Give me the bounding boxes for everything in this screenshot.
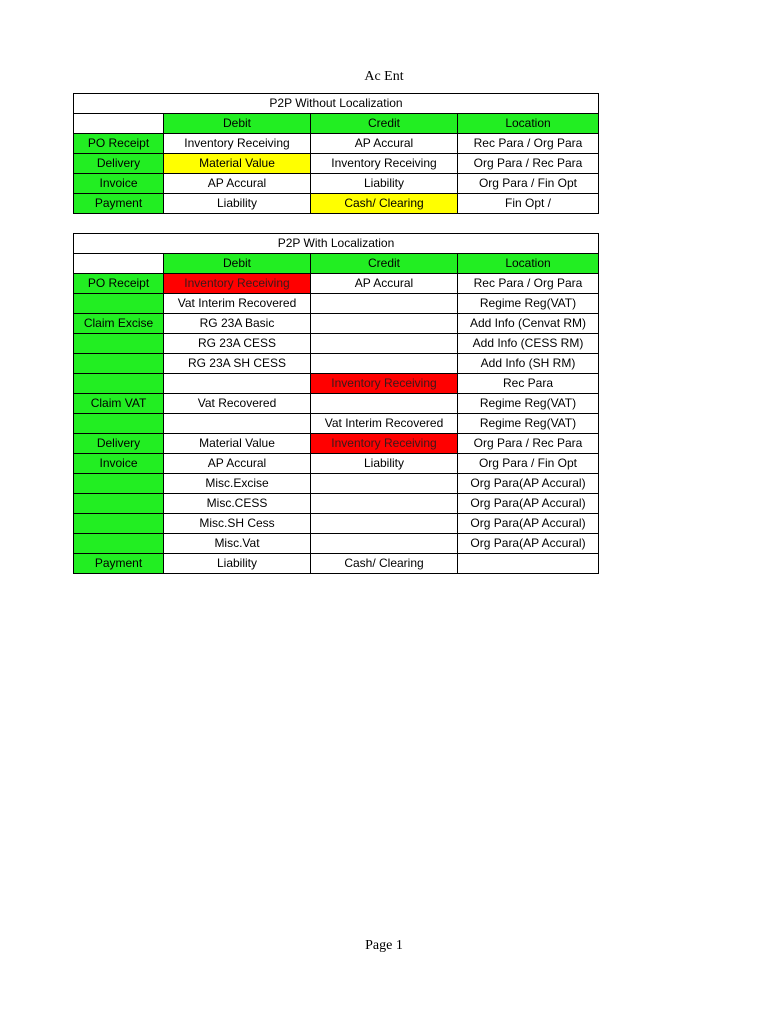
table-row: [74, 414, 599, 434]
debit-cell: Liability: [164, 194, 311, 214]
credit-cell: Cash/ Clearing: [311, 194, 458, 214]
debit-cell: Vat Recovered: [164, 394, 311, 414]
row-label-cell: [74, 354, 164, 374]
location-cell: Regime Reg(VAT): [458, 394, 599, 414]
p2p-without-localization-table: [73, 93, 599, 214]
row-label-cell: [74, 514, 164, 534]
credit-cell: Cash/ Clearing: [311, 554, 458, 574]
credit-cell: [311, 394, 458, 414]
table-row: [74, 534, 599, 554]
credit-cell: [311, 514, 458, 534]
table-title: P2P With Localization: [74, 234, 599, 254]
location-cell: Add Info (SH RM): [458, 354, 599, 374]
row-label-cell: Claim Excise: [74, 314, 164, 334]
table-row: [74, 134, 599, 154]
credit-cell: Inventory Receiving: [311, 434, 458, 454]
table-row: [74, 314, 599, 334]
debit-cell: RG 23A SH CESS: [164, 354, 311, 374]
location-cell: Org Para(AP Accural): [458, 494, 599, 514]
debit-cell: Material Value: [164, 154, 311, 174]
credit-cell: AP Accural: [311, 134, 458, 154]
header-cell-credit: Credit: [311, 254, 458, 274]
credit-cell: [311, 314, 458, 334]
location-cell: Fin Opt /: [458, 194, 599, 214]
table-row: [74, 154, 599, 174]
location-cell: Add Info (CESS RM): [458, 334, 599, 354]
debit-cell: Vat Interim Recovered: [164, 294, 311, 314]
debit-cell: RG 23A CESS: [164, 334, 311, 354]
location-cell: Rec Para: [458, 374, 599, 394]
header-cell-location: Location: [458, 254, 599, 274]
row-label-cell: Invoice: [74, 174, 164, 194]
table-title-row: [74, 234, 599, 254]
debit-cell: [164, 414, 311, 434]
debit-cell: Misc.CESS: [164, 494, 311, 514]
credit-cell: Liability: [311, 454, 458, 474]
debit-cell: Material Value: [164, 434, 311, 454]
debit-cell: Inventory Receiving: [164, 134, 311, 154]
credit-cell: Liability: [311, 174, 458, 194]
table-row: [74, 394, 599, 414]
table-row: [74, 274, 599, 294]
table-row: [74, 514, 599, 534]
debit-cell: AP Accural: [164, 174, 311, 194]
header-row: [74, 254, 599, 274]
location-cell: Org Para / Fin Opt: [458, 454, 599, 474]
location-cell: Regime Reg(VAT): [458, 294, 599, 314]
table-title-row: [74, 94, 599, 114]
table-row: [74, 334, 599, 354]
header-cell-blank: [74, 254, 164, 274]
table-row: [74, 174, 599, 194]
table-row: [74, 434, 599, 454]
table-title: P2P Without Localization: [74, 94, 599, 114]
debit-cell: Liability: [164, 554, 311, 574]
credit-cell: [311, 334, 458, 354]
table-row: [74, 494, 599, 514]
debit-cell: RG 23A Basic: [164, 314, 311, 334]
credit-cell: Inventory Receiving: [311, 154, 458, 174]
row-label-cell: [74, 414, 164, 434]
debit-cell: Inventory Receiving: [164, 274, 311, 294]
table-row: [74, 554, 599, 574]
credit-cell: AP Accural: [311, 274, 458, 294]
location-cell: Regime Reg(VAT): [458, 414, 599, 434]
debit-cell: Misc.Vat: [164, 534, 311, 554]
header-row: [74, 114, 599, 134]
location-cell: Rec Para / Org Para: [458, 134, 599, 154]
credit-cell: Inventory Receiving: [311, 374, 458, 394]
table-row: [74, 454, 599, 474]
header-cell-credit: Credit: [311, 114, 458, 134]
location-cell: Org Para / Fin Opt: [458, 174, 599, 194]
debit-cell: AP Accural: [164, 454, 311, 474]
credit-cell: [311, 534, 458, 554]
table-row: [74, 374, 599, 394]
credit-cell: [311, 294, 458, 314]
row-label-cell: [74, 334, 164, 354]
location-cell: Org Para / Rec Para: [458, 154, 599, 174]
debit-cell: Misc.SH Cess: [164, 514, 311, 534]
credit-cell: Vat Interim Recovered: [311, 414, 458, 434]
row-label-cell: Delivery: [74, 434, 164, 454]
credit-cell: [311, 494, 458, 514]
row-label-cell: PO Receipt: [74, 134, 164, 154]
location-cell: Add Info (Cenvat RM): [458, 314, 599, 334]
location-cell: Org Para(AP Accural): [458, 474, 599, 494]
row-label-cell: Delivery: [74, 154, 164, 174]
location-cell: [458, 554, 599, 574]
location-cell: Org Para(AP Accural): [458, 514, 599, 534]
table-row: [74, 294, 599, 314]
row-label-cell: [74, 494, 164, 514]
row-label-cell: [74, 374, 164, 394]
location-cell: Org Para(AP Accural): [458, 534, 599, 554]
p2p-with-localization-table: [73, 233, 599, 574]
page-footer: Page 1: [365, 938, 403, 953]
location-cell: Rec Para / Org Para: [458, 274, 599, 294]
row-label-cell: Invoice: [74, 454, 164, 474]
page-header: Ac Ent: [364, 69, 404, 84]
table-row: [74, 474, 599, 494]
row-label-cell: Payment: [74, 554, 164, 574]
row-label-cell: [74, 474, 164, 494]
row-label-cell: [74, 534, 164, 554]
row-label-cell: [74, 294, 164, 314]
row-label-cell: PO Receipt: [74, 274, 164, 294]
debit-cell: [164, 374, 311, 394]
credit-cell: [311, 354, 458, 374]
header-cell-blank: [74, 114, 164, 134]
row-label-cell: Payment: [74, 194, 164, 214]
header-cell-debit: Debit: [164, 114, 311, 134]
header-cell-debit: Debit: [164, 254, 311, 274]
row-label-cell: Claim VAT: [74, 394, 164, 414]
table-row: [74, 354, 599, 374]
location-cell: Org Para / Rec Para: [458, 434, 599, 454]
header-cell-location: Location: [458, 114, 599, 134]
credit-cell: [311, 474, 458, 494]
table-row: [74, 194, 599, 214]
debit-cell: Misc.Excise: [164, 474, 311, 494]
